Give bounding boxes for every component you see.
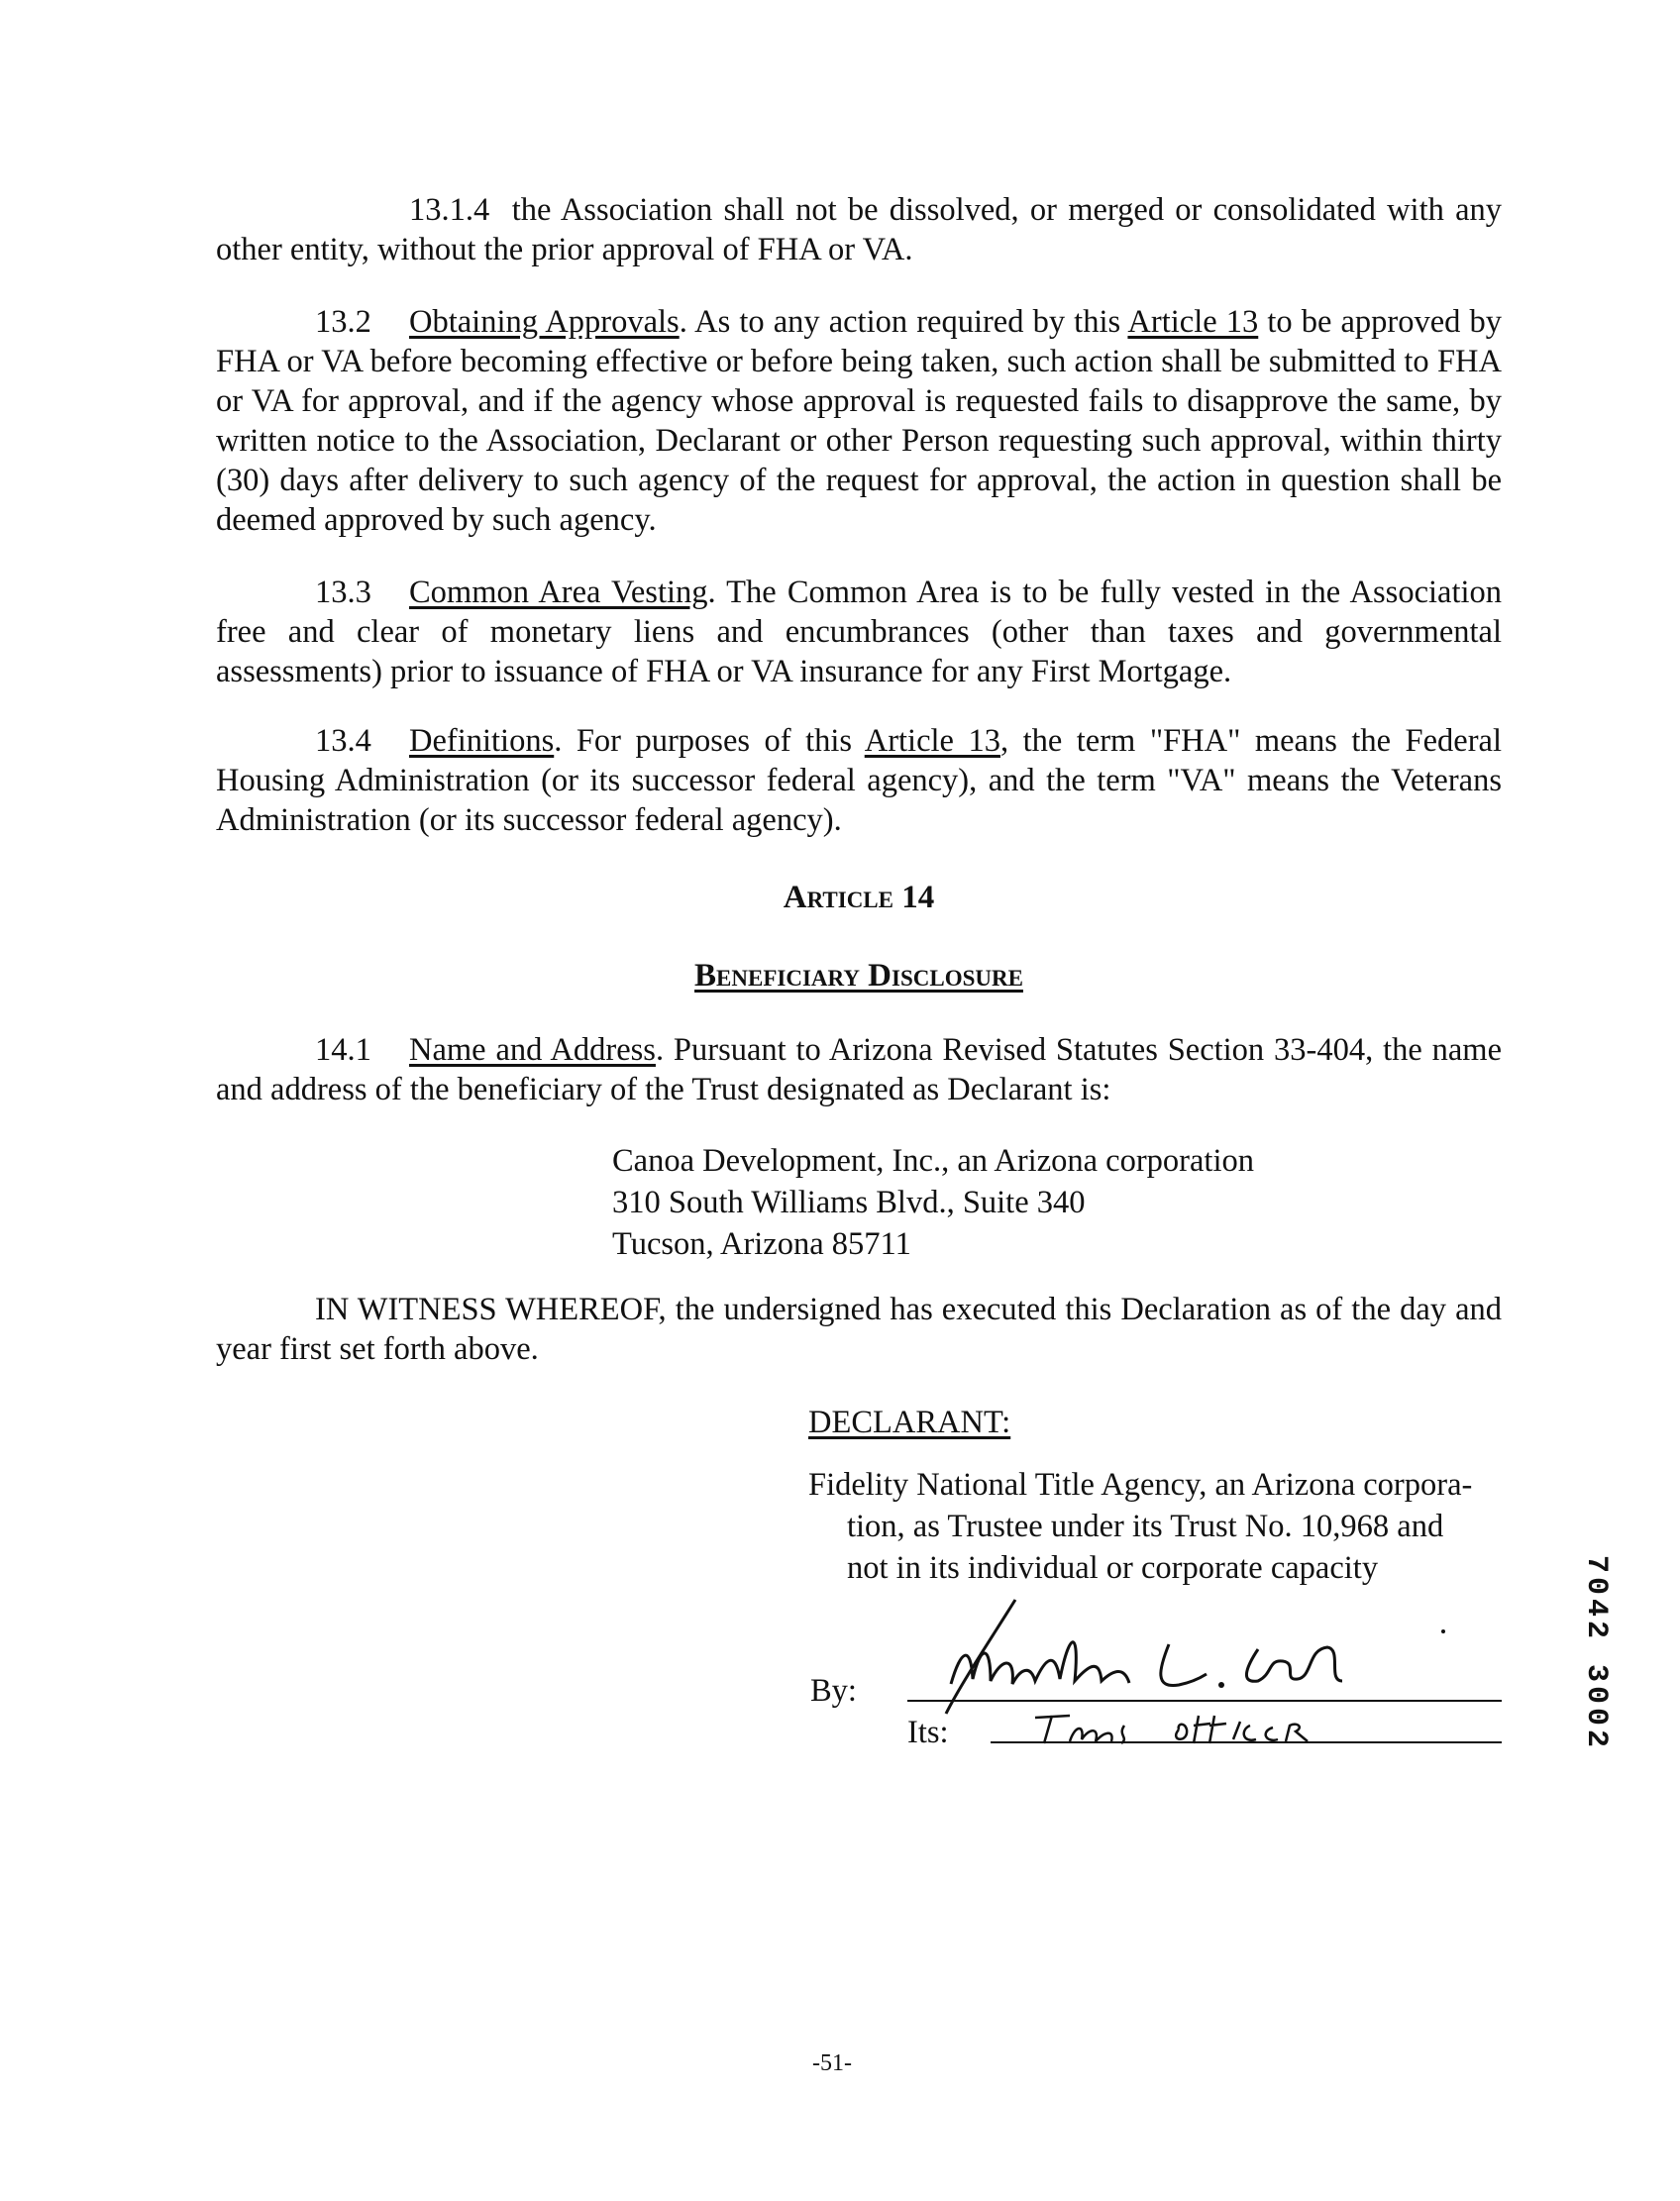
section-number: 13.4 — [315, 723, 371, 759]
section-heading: Obtaining Approvals — [409, 304, 680, 340]
section-text: . For purposes of this — [554, 723, 865, 759]
address-line: Canoa Development, Inc., an Arizona corporation — [612, 1143, 1254, 1179]
section-14-1 — [216, 1030, 1502, 1109]
section-13-4 — [216, 721, 1502, 840]
article-title: Article 14 — [783, 880, 935, 915]
section-13-3 — [216, 573, 1502, 691]
section-number: 13.1.4 — [409, 192, 490, 228]
address-line: Tucson, Arizona 85711 — [612, 1226, 911, 1262]
declarant-label: DECLARANT: — [808, 1405, 1011, 1440]
section-text: . The Common Area is to be fully vested in the Association free and clear of monetary liens and encumbrances (other than taxes and governmental assessments) prior to issuance of FHA or VA insurance for any First Mortgage. — [216, 575, 1503, 689]
witness-clause: IN WITNESS WHEREOF, the undersigned has executed this Declaration as of the day and year first set forth above. — [216, 1292, 1502, 1367]
section-text: . Pursuant to Arizona Revised Statutes Section 33-404, the name and address of the beneficiary of the Trust designated as Declarant is: — [216, 1032, 1503, 1107]
entity-line: not in its individual or corporate capacity — [847, 1550, 1379, 1586]
section-text: to be approved by FHA or VA before becoming effective or before being taken, such action shall be submitted to FHA or VA for approval, and if the agency whose approval is requested fails to disapprove the same, by written notice to the Association, Declarant or other Person requesting such approval, within thirty (30) days after delivery to such agency of the request for approval, the action in question shall be deemed approved by such agency. — [216, 304, 1502, 538]
section-text: the Association shall not be dissolved, or merged or consolidated with any other entity, without the prior approval of FHA or VA. — [216, 192, 1502, 267]
article-reference: Article 13 — [864, 723, 1000, 759]
section-text: . As to any action required by this — [679, 304, 1128, 340]
section-text: , the term "FHA" means the Federal Housing Administration (or its successor federal agency), and the term "VA" means the Veterans Administration (or its successor federal agency). — [216, 723, 1503, 838]
declarant-label-wrap — [808, 1402, 1010, 1443]
entity-line: tion, as Trustee under its Trust No. 10,968 and — [847, 1509, 1444, 1544]
section-heading: Common Area Vesting — [409, 575, 708, 610]
article-subtitle: Beneficiary Disclosure — [694, 958, 1023, 994]
article-subtitle-wrap — [216, 958, 1502, 995]
title-line — [991, 1741, 1502, 1743]
section-heading: Definitions — [409, 723, 555, 759]
address-line: 310 South Williams Blvd., Suite 340 — [612, 1185, 1086, 1220]
section-13-1-4 — [216, 190, 1502, 269]
its-label: Its: — [907, 1715, 949, 1750]
section-heading: Name and Address — [409, 1032, 656, 1068]
article-reference: Article 13 — [1127, 304, 1259, 340]
section-13-2 — [216, 302, 1502, 540]
section-number: 13.3 — [315, 575, 371, 610]
page-number: -51- — [812, 2050, 852, 2076]
recording-stamp: 7042 3002 — [1579, 1555, 1613, 1752]
entity-line: Fidelity National Title Agency, an Arizona corpora- — [808, 1467, 1473, 1503]
by-label: By: — [810, 1673, 857, 1709]
section-number: 14.1 — [315, 1032, 371, 1068]
signature-line — [907, 1700, 1502, 1702]
section-number: 13.2 — [315, 304, 371, 340]
